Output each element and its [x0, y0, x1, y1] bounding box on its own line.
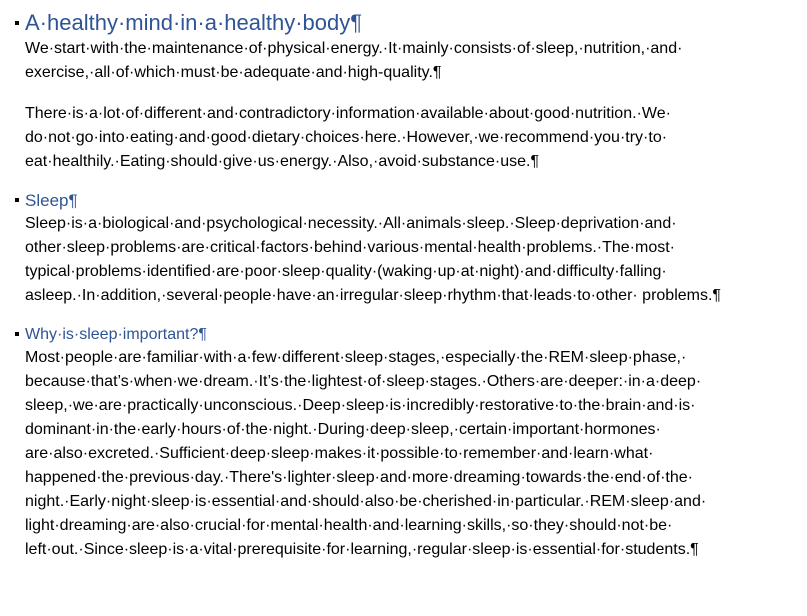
pilcrow-mark: ¶: [68, 191, 78, 210]
paragraph-nutrition[interactable]: [0, 102, 785, 174]
heading-why-sleep-important[interactable]: [0, 324, 807, 346]
paragraph-physical-energy[interactable]: [0, 37, 785, 85]
heading-marker: [15, 332, 19, 336]
pilcrow-mark: ¶: [690, 541, 699, 558]
heading-text: A·healthy·mind·in·a·healthy·body: [25, 10, 351, 35]
paragraph-text: There·is·a·lot·of·different·and·contradictory·information·available·about·good·nutrition.·We· do·not·go·into·eating·and·good·dietary·choices·here.·However,·we·recommend·you·try·to· eat·healthily.·Eating·should·give·us·energy.·Also,·avoid·substance·use.: [25, 105, 671, 170]
paragraph-sleep-necessity[interactable]: [0, 212, 785, 308]
paragraph-sleep-stages[interactable]: [0, 346, 785, 562]
heading-sleep[interactable]: [0, 190, 807, 212]
heading-marker: [15, 21, 19, 25]
paragraph-text: Most·people·are·familiar·with·a·few·different·sleep·stages,·especially·the·REM·sleep·phase,· because·that’s·when·we·dream.·It’s·the·lightest·of·sleep·stages.·Others·are·deeper:·in·a·deep· sleep,·we·are·practically·unconscious.·Deep·sleep·is·incredibly·restorative·to·the·brain·and·is· dominant·in·the·early·hours·of·the·night.·During·deep·sleep,·certain·important·hormones· are·also·excreted.·Sufficient·deep·sleep·makes·it·possible·to·remember·and·learn·what· happened·the·previous·day.·There's·lighter·sleep·and·more·dreaming·towards·the·end·of·the· night.·Early·night·sleep·is·essential·and·should·also·be·cherished·in·particular.·REM·sleep·and· light·dreaming·are·also·crucial·for·mental·health·and·learning·skills,·so·they·should·not·be· left·out.·Since·sleep·is·a·vital·prerequisite·for·learning,·regular·sleep·is·essential·for·students.: [25, 349, 707, 558]
heading-healthy-mind[interactable]: [0, 9, 807, 37]
pilcrow-mark: ¶: [350, 10, 363, 35]
paragraph-text: Sleep·is·a·biological·and·psychological·necessity.·All·animals·sleep.·Sleep·deprivation·and· other·sleep·problems·are·critical·factors·behind·various·mental·health·problems.·The·most· typical·problems·identified·are·poor·sleep·quality·(waking·up·at·night)·and·difficulty·falling· asleep.·In·addition,·several·people·have·an·irregular·sleep·rhythm·that·leads·to·other· problems.: [25, 215, 713, 304]
pilcrow-mark: ¶: [432, 64, 442, 81]
pilcrow-mark: ¶: [712, 287, 722, 304]
pilcrow-mark: ¶: [198, 326, 207, 343]
heading-marker: [15, 198, 19, 202]
heading-text: Sleep: [25, 191, 69, 210]
heading-text: Why·is·sleep·important?: [25, 326, 199, 343]
pilcrow-mark: ¶: [530, 153, 540, 170]
paragraph-text: We·start·with·the·maintenance·of·physical·energy.·It·mainly·consists·of·sleep,·nutrition,·and· exercise,·all·of·which·must·be·adequate·and·high-quality.: [25, 40, 683, 81]
